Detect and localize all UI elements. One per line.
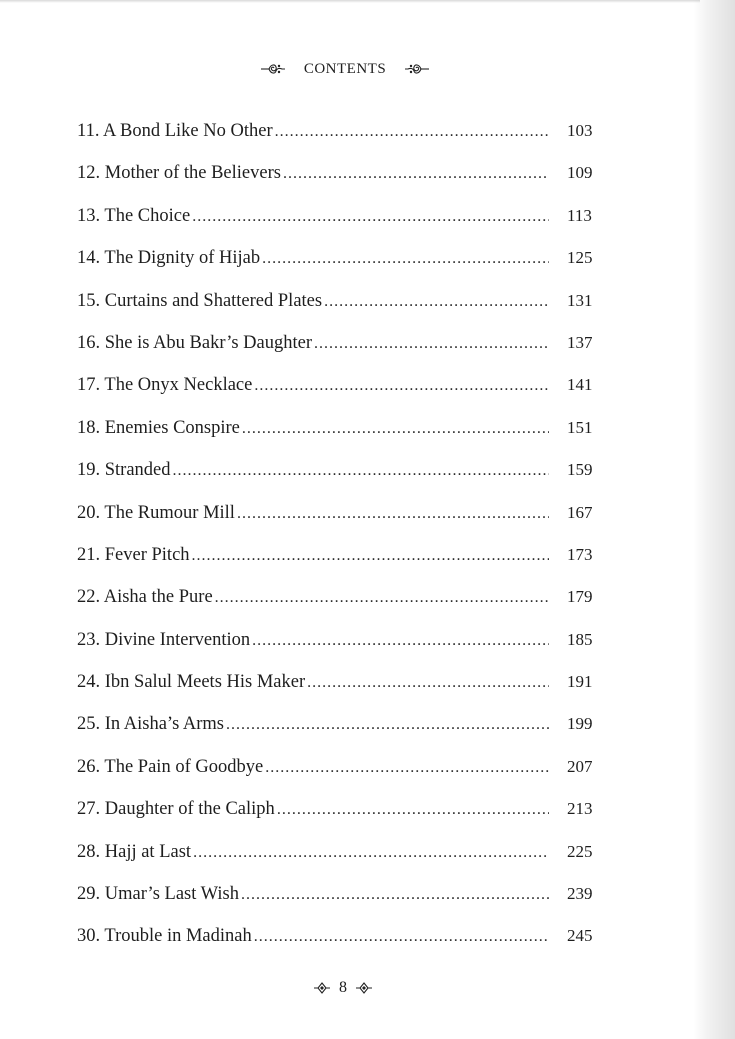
toc-entry[interactable] (77, 285, 597, 327)
toc-entry-title: 12. Mother of the Believers (77, 163, 281, 184)
toc-dot-leader (283, 158, 549, 190)
toc-entry-title: 19. Stranded (77, 460, 171, 481)
toc-entry-page: 159 (567, 460, 593, 480)
toc-entry-title: 16. She is Abu Bakr’s Daughter (77, 332, 312, 353)
toc-entry-title: 11. A Bond Like No Other (77, 121, 273, 141)
toc-dot-leader (173, 455, 549, 487)
toc-entry-title: 15. Curtains and Shattered Plates (77, 290, 323, 311)
toc-entry[interactable] (77, 539, 597, 581)
toc-entry-title: 18. Enemies Conspire (77, 417, 240, 438)
toc-entry[interactable] (77, 327, 597, 369)
toc-dot-leader (277, 794, 549, 826)
toc-entry-page: 213 (567, 799, 593, 819)
page-header (0, 58, 690, 80)
toc-entry-page: 173 (567, 544, 593, 564)
toc-entry-page: 185 (567, 629, 593, 649)
toc-entry[interactable] (77, 793, 597, 835)
toc-entry-title: 26. The Pain of Goodbye (77, 756, 264, 777)
toc-entry-title: 24. Ibn Salul Meets His Maker (77, 672, 306, 693)
toc-entry-page: 131 (567, 290, 593, 310)
toc-dot-leader (254, 370, 549, 402)
diamond-ornament-left-icon (313, 981, 331, 995)
page-number: 8 (339, 979, 347, 996)
toc-dot-leader (307, 667, 549, 699)
toc-entry-page: 103 (567, 121, 593, 140)
page-top-edge (0, 0, 700, 3)
toc-dot-leader (314, 328, 549, 360)
toc-entry-title: 17. The Onyx Necklace (77, 375, 253, 396)
toc-entry-page: 199 (567, 714, 593, 734)
toc-dot-leader (192, 540, 549, 572)
toc-dot-leader (192, 201, 549, 233)
toc-dot-leader (252, 625, 549, 657)
toc-entry[interactable] (77, 200, 597, 242)
toc-entry-title: 22. Aisha the Pure (77, 587, 213, 608)
toc-dot-leader (262, 243, 549, 275)
toc-entry-title: 30. Trouble in Madinah (77, 926, 252, 947)
toc-entry-title: 25. In Aisha’s Arms (77, 714, 224, 735)
toc-entry-page: 125 (567, 248, 593, 268)
toc-entry-page: 113 (567, 205, 592, 225)
toc-entry[interactable] (77, 412, 597, 454)
toc-entry[interactable] (77, 751, 597, 793)
toc-dot-leader (226, 709, 549, 741)
toc-entry[interactable] (77, 624, 597, 666)
toc-entry[interactable] (77, 157, 597, 199)
toc-dot-leader (265, 752, 549, 784)
toc-dot-leader (275, 116, 549, 148)
toc-entry-page: 225 (567, 841, 593, 861)
toc-dot-leader (215, 582, 549, 614)
toc-entry-page: 245 (567, 926, 593, 946)
page-footer (0, 978, 686, 998)
toc-dot-leader (193, 837, 549, 869)
toc-entry[interactable] (77, 836, 597, 878)
toc-entry[interactable] (77, 454, 597, 496)
toc-entry[interactable] (77, 878, 597, 920)
toc-entry-title: 20. The Rumour Mill (77, 502, 235, 523)
toc-entry-title: 28. Hajj at Last (77, 841, 192, 862)
toc-dot-leader (242, 413, 549, 445)
table-of-contents (77, 115, 597, 963)
toc-entry[interactable] (77, 581, 597, 623)
toc-entry[interactable] (77, 666, 597, 708)
toc-entry[interactable] (77, 708, 597, 750)
toc-entry-title: 14. The Dignity of Hijab (77, 248, 261, 269)
toc-dot-leader (237, 498, 549, 530)
toc-entry-page: 137 (567, 332, 593, 352)
toc-entry-title: 23. Divine Intervention (77, 629, 251, 650)
toc-entry[interactable] (77, 920, 597, 962)
toc-entry-page: 191 (567, 672, 593, 692)
toc-entry-title: 27. Daughter of the Caliph (77, 799, 275, 820)
page-spine-shadow (693, 0, 735, 1039)
toc-entry[interactable] (77, 242, 597, 284)
diamond-ornament-right-icon (355, 981, 373, 995)
toc-entry-page: 239 (567, 884, 593, 904)
toc-dot-leader (324, 286, 549, 318)
toc-entry-title: 29. Umar’s Last Wish (77, 884, 239, 905)
toc-entry[interactable] (77, 369, 597, 411)
fleuron-left-icon (260, 62, 286, 76)
toc-entry[interactable] (77, 497, 597, 539)
toc-entry-page: 167 (567, 502, 593, 522)
toc-entry-page: 207 (567, 756, 593, 776)
toc-entry[interactable] (77, 115, 597, 157)
toc-entry-title: 21. Fever Pitch (77, 544, 190, 565)
page-title: CONTENTS (303, 60, 387, 77)
toc-entry-page: 141 (567, 375, 593, 395)
fleuron-right-icon (404, 62, 430, 76)
toc-entry-page: 151 (567, 417, 593, 437)
toc-dot-leader (254, 921, 549, 953)
toc-entry-page: 179 (567, 587, 593, 607)
toc-entry-page: 109 (567, 163, 593, 183)
toc-entry-title: 13. The Choice (77, 205, 191, 226)
toc-dot-leader (241, 879, 549, 911)
